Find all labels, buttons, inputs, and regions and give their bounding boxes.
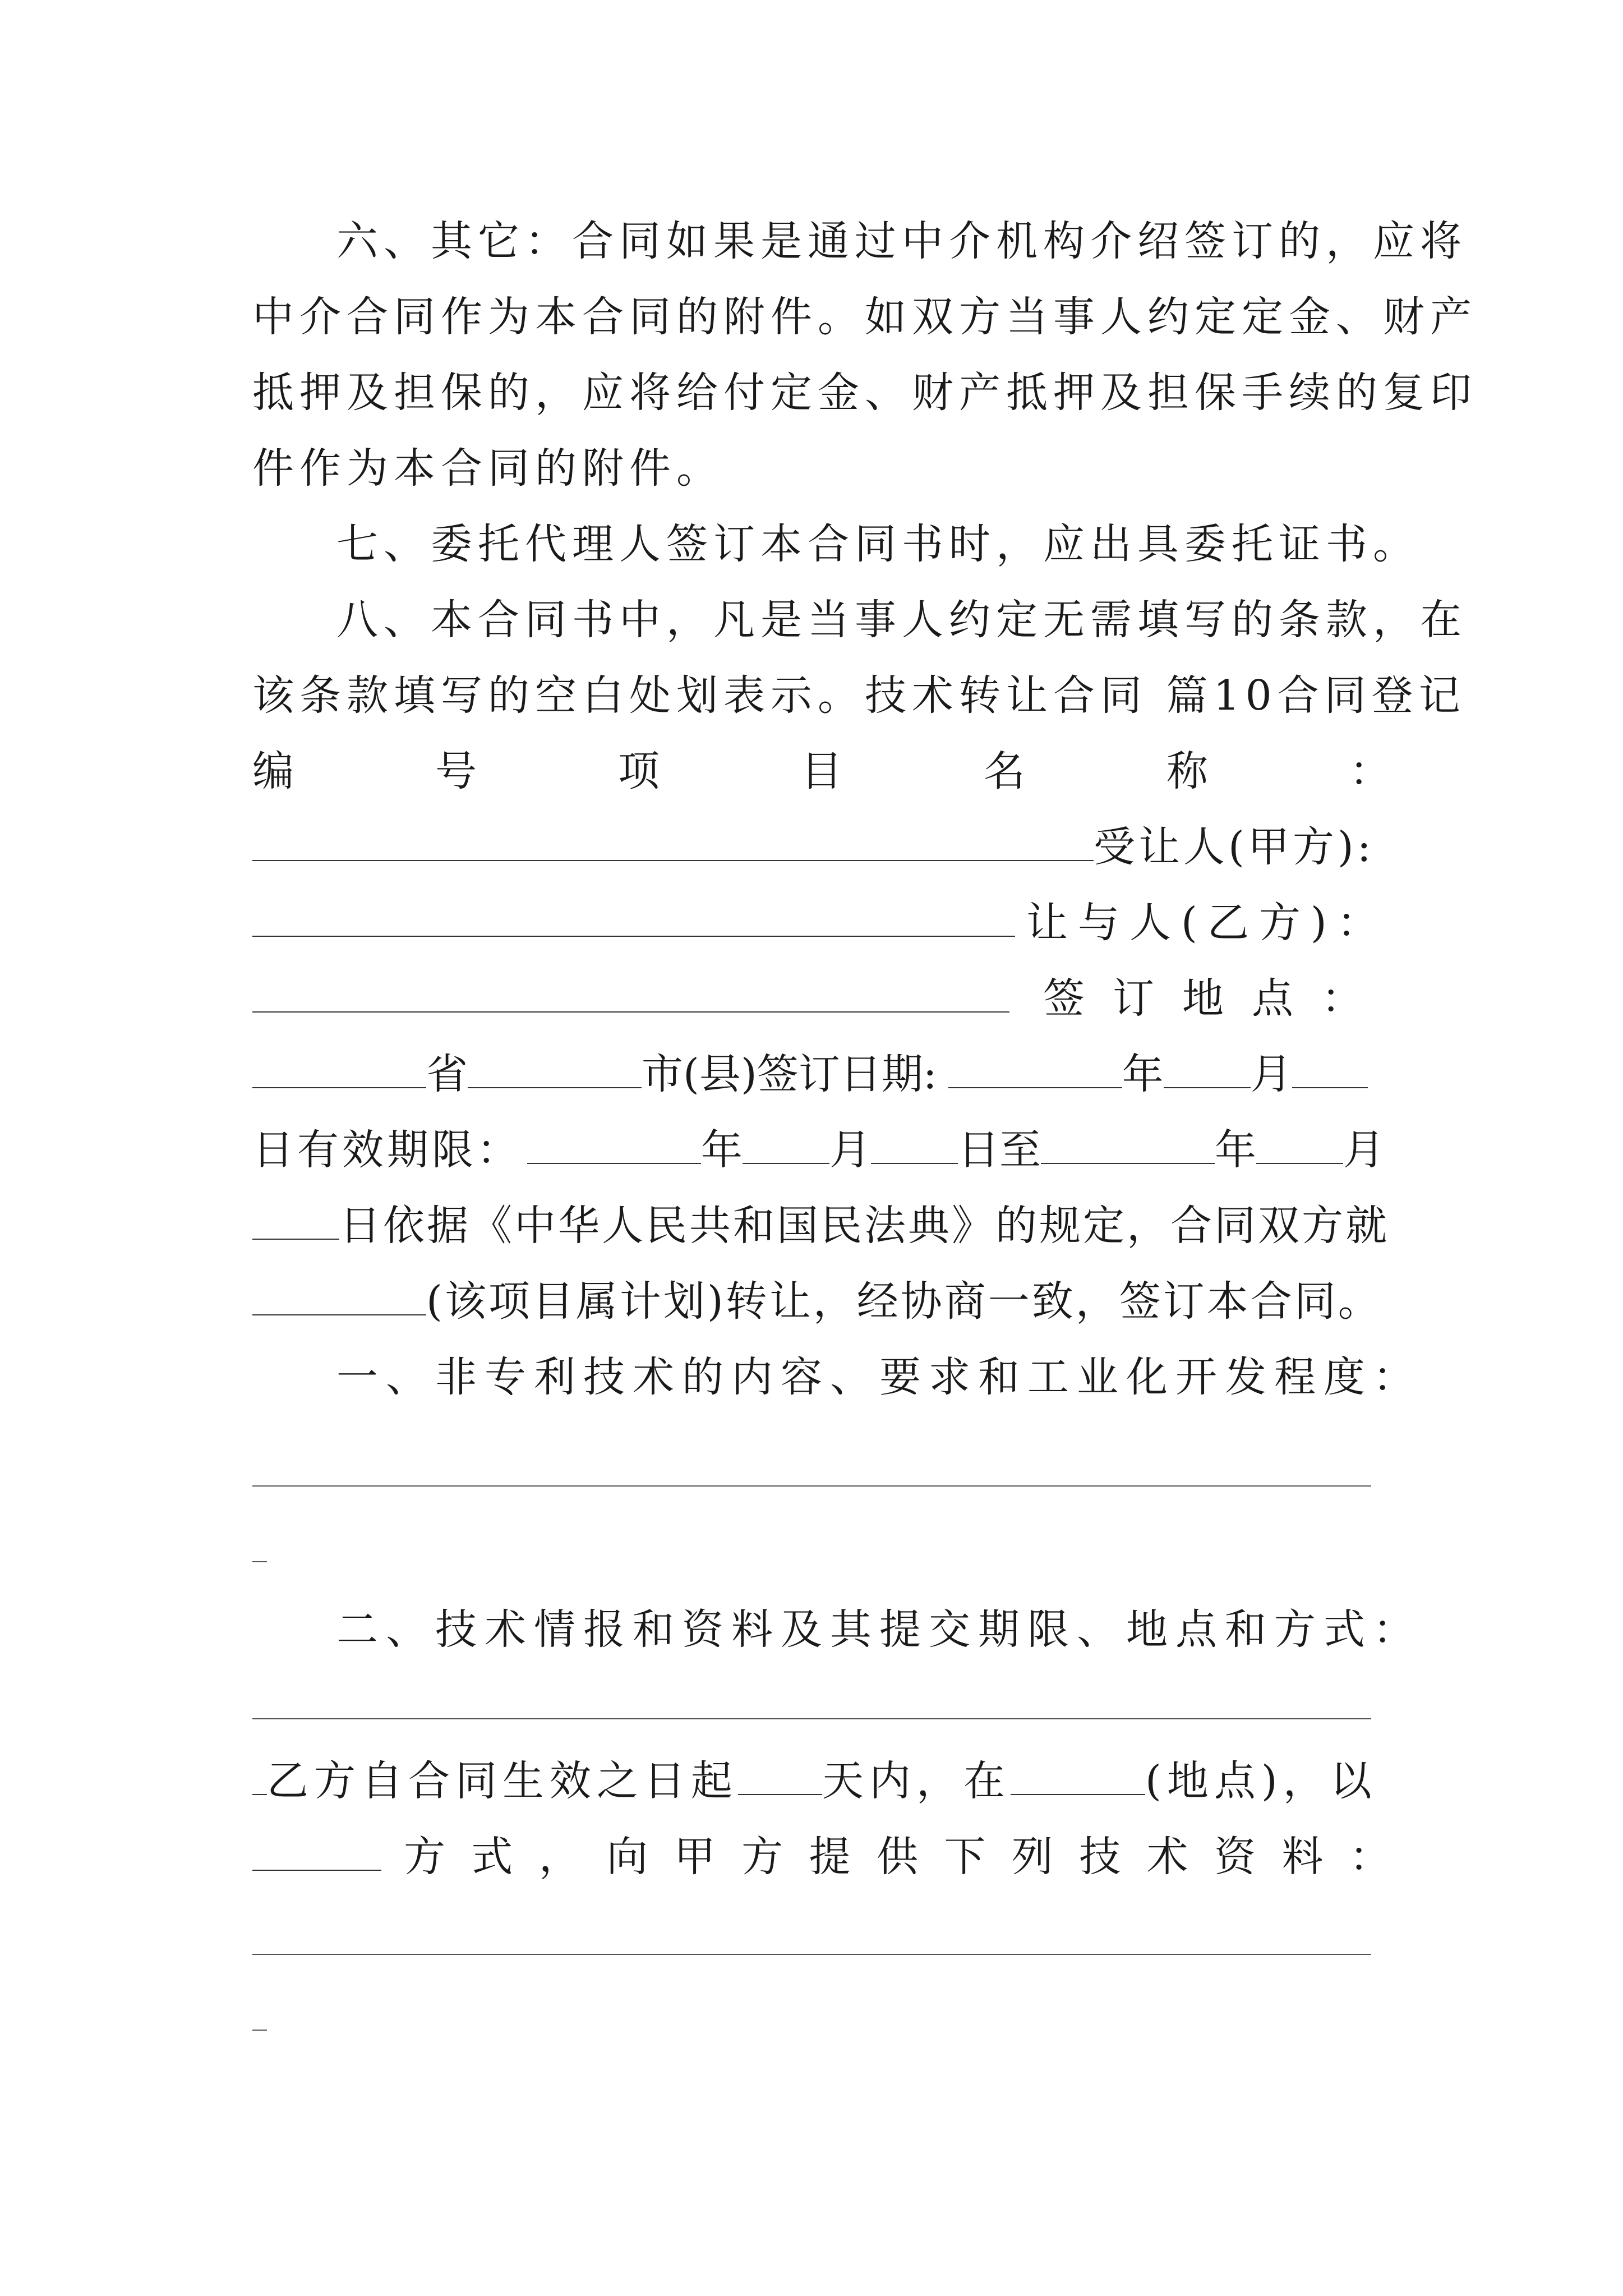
spread-char: 称 [1166,747,1208,795]
spread-char: 技 [1079,1833,1121,1881]
blank-field[interactable] [743,1124,829,1164]
delivery-text-c: (地点)，以 [1145,1757,1377,1805]
fill-in-rule [252,1485,1371,1487]
section-2-heading: 二、技术情报和资料及其提交期限、地点和方式： [336,1605,1422,1654]
month-label: 月 [829,1126,871,1174]
blank-field[interactable] [1011,1755,1145,1795]
fill-in-rule [252,1718,1371,1719]
province-date-line [252,1046,1391,1102]
section-1-heading: 一、非专利技术的内容、要求和工业化开发程度： [336,1353,1422,1401]
spread-char: 下 [944,1833,986,1881]
registration-project-line [252,743,1391,799]
spread-char: 编 [252,747,294,795]
para-6-line-4: 件作为本合同的附件。 [252,444,723,493]
spread-char: 方 [741,1833,783,1881]
section-2-method-line [252,1829,1391,1885]
day-to-label: 日至 [958,1126,1041,1174]
spread-char: 供 [876,1833,918,1881]
day-valid-label: 日有效期限： [252,1126,522,1174]
para-7: 七、委托代理人签订本合同书时，应出具委托证书。 [336,520,1420,568]
spread-char: 式 [471,1833,513,1881]
signing-place-label: 签订地点： [1043,974,1391,1023]
assignor-label: 让与人(乙方)： [1026,899,1389,947]
project-plan-line [252,1273,1391,1329]
para-6-line-3: 抵押及担保的，应将给付定金、财产抵押及担保手续的复印 [252,369,1477,417]
spread-char: 方 [404,1833,445,1881]
basis-line [252,1198,1391,1254]
spread-char: ： [1349,747,1391,795]
blank-field[interactable] [252,1199,339,1240]
spread-char: 列 [1011,1833,1053,1881]
blank-field[interactable] [252,1048,426,1088]
method-spread-text [404,1829,1391,1885]
validity-line [252,1122,1391,1178]
spread-char: 项 [618,747,660,795]
blank-field[interactable] [252,1830,381,1871]
spread-char: ： [1349,1833,1391,1881]
spread-char: 甲 [674,1833,716,1881]
assignor-line [252,895,1391,951]
blank-field[interactable] [527,1124,701,1164]
blank-field[interactable] [252,972,1009,1013]
province-label: 省 [426,1050,468,1098]
delivery-text-b: 天内，在 [822,1757,1011,1805]
assignee-line [252,819,1391,875]
para-6-line-2: 中介合同作为本合同的附件。如双方当事人约定定金、财产 [252,293,1477,341]
blank-field[interactable] [468,1048,642,1088]
year-label: 年 [1122,1050,1164,1098]
blank-field[interactable] [738,1755,822,1795]
blank-field[interactable] [871,1124,958,1164]
spread-char: 目 [801,747,842,795]
blank-field[interactable] [1041,1124,1215,1164]
spread-char: ， [538,1833,580,1881]
spread-char: 资 [1214,1833,1256,1881]
blank-field[interactable] [252,896,1015,937]
para-8-line-1: 八、本合同书中，凡是当事人约定无需填写的条款，在 [336,596,1467,644]
section-2-delivery-line [252,1753,1391,1809]
spread-char: 料 [1281,1833,1324,1881]
blank-field[interactable] [1292,1048,1368,1088]
fill-in-rule-stub [252,2030,267,2031]
signing-place-line [252,970,1391,1027]
assignee-label: 受让人(甲方): [1094,823,1375,871]
year-label: 年 [1215,1126,1256,1174]
spread-char: 向 [606,1833,648,1881]
month-label: 月 [1343,1126,1385,1174]
para-8-line-2: 该条款填写的空白处划表示。技术转让合同 篇10合同登记 [252,671,1466,720]
year-label: 年 [701,1126,743,1174]
basis-text: 日依据《中华人民共和国民法典》的规定，合同双方就 [339,1202,1389,1250]
fill-in-rule-stub [252,1561,267,1562]
city-date-label: 市(县)签订日期: [642,1050,937,1098]
spread-char: 术 [1146,1833,1188,1881]
spread-char: 名 [984,747,1025,795]
blank-field[interactable] [252,821,1094,861]
blank-field[interactable] [252,1755,267,1795]
spread-char: 号 [435,747,477,795]
month-label: 月 [1250,1050,1292,1098]
blank-field[interactable] [948,1048,1122,1088]
blank-field[interactable] [1256,1124,1343,1164]
blank-field[interactable] [252,1275,426,1315]
para-6-line-1: 六、其它：合同如果是通过中介机构介绍签订的，应将 [336,217,1467,265]
fill-in-rule [252,1954,1371,1955]
delivery-text-a: 乙方自合同生效之日起 [267,1757,738,1805]
blank-field[interactable] [1164,1048,1251,1088]
spread-char: 提 [809,1833,851,1881]
project-plan-text: (该项目属计划)转让，经协商一致，签订本合同。 [426,1277,1382,1326]
